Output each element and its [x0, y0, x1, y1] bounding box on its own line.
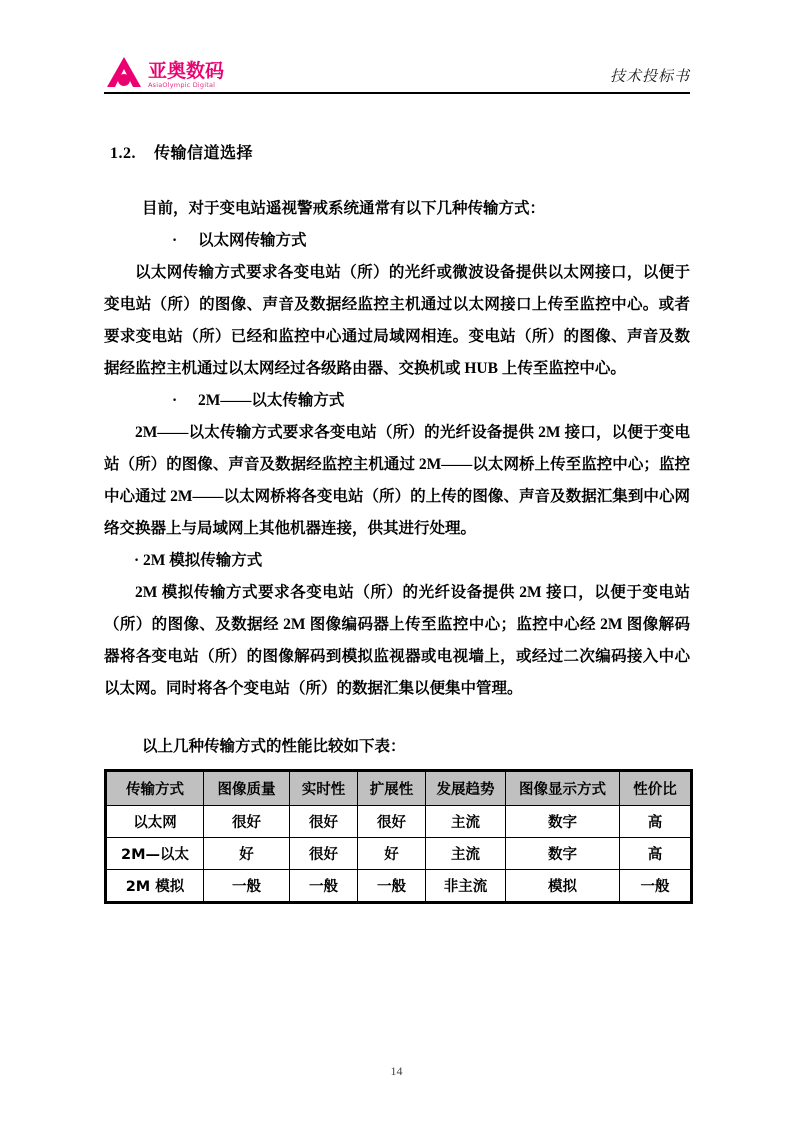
- section-heading: [110, 140, 690, 163]
- bullet-dot-icon: ·: [172, 392, 178, 409]
- table-header-cell: 图像显示方式: [506, 771, 620, 806]
- page-header: [104, 40, 690, 94]
- table-row: [106, 870, 692, 903]
- document-body: [104, 140, 690, 904]
- bullet-dot-icon: ·: [172, 232, 178, 249]
- section-number: 1.2.: [110, 145, 136, 162]
- table-header-cell: 传输方式: [106, 771, 204, 806]
- comparison-table: [104, 769, 693, 904]
- bullet-label-2m-ethernet: 2M——以太传输方式: [198, 392, 345, 409]
- paragraph-ethernet: 以太网传输方式要求各变电站（所）的光纤或微波设备提供以太网接口，以便于变电站（所）的图像、声音及数据经监控主机通过以太网接口上传至监控中心。或者要求变电站（所）已经和监控中心通过局域网相连。变电站（所）的图像、声音及数据经监控主机通过以太网经过各级路由器、交换机或 HUB 上传至监控中心。: [104, 264, 690, 377]
- logo-text: [148, 61, 224, 90]
- table-cell: 一般: [620, 870, 692, 903]
- table-cell: 2M—以太: [106, 838, 204, 870]
- table-header-cell: 图像质量: [204, 771, 290, 806]
- table-cell: 主流: [426, 806, 506, 838]
- table-cell: 主流: [426, 838, 506, 870]
- bullet-dot-icon: ·: [134, 552, 140, 569]
- table-cell: 好: [204, 838, 290, 870]
- table-header-cell: 扩展性: [358, 771, 426, 806]
- table-cell: 数字: [506, 806, 620, 838]
- table-header-cell: 性价比: [620, 771, 692, 806]
- table-header-row: [106, 771, 692, 806]
- content-spacer: [104, 705, 690, 731]
- table-cell: 非主流: [426, 870, 506, 903]
- table-intro-text: 以上几种传输方式的性能比较如下表：: [142, 738, 406, 755]
- page-number: 14: [390, 1064, 403, 1078]
- paragraph-2m-ethernet: 2M——以太传输方式要求各变电站（所）的光纤设备提供 2M 接口，以便于变电站（所）的图像、声音及数据经监控主机通过 2M——以太网桥上传至监控中心；监控中心通过 2M——以太网桥将各变电站（所）的上传的图像、声音及数据汇集到中心网络交换器上与局域网上其他机器连接，供其进行处理。: [104, 424, 690, 537]
- section-title-text: 传输信道选择: [154, 143, 254, 162]
- table-cell: 一般: [204, 870, 290, 903]
- logo-triangle-icon: [104, 56, 144, 90]
- table-cell: 高: [620, 838, 692, 870]
- table-header-cell: 实时性: [290, 771, 358, 806]
- company-logo: [104, 56, 224, 92]
- table-cell: 很好: [290, 838, 358, 870]
- bullet-item-ethernet: [104, 225, 690, 257]
- bullet-item-2m-ethernet: [104, 385, 690, 417]
- table-cell: 一般: [358, 870, 426, 903]
- intro-paragraph: 目前，对于变电站遥视警戒系统通常有以下几种传输方式：: [142, 200, 546, 217]
- table-row: [106, 806, 692, 838]
- table-cell: 一般: [290, 870, 358, 903]
- table-cell: 以太网: [106, 806, 204, 838]
- table-row: [106, 838, 692, 870]
- table-cell: 很好: [290, 806, 358, 838]
- page-footer: [0, 1064, 793, 1079]
- table-cell: 好: [358, 838, 426, 870]
- table-cell: 很好: [358, 806, 426, 838]
- bullet-label-2m-analog: 2M 模拟传输方式: [143, 552, 263, 569]
- logo-chinese-name: 亚奥数码: [148, 60, 225, 82]
- table-cell: 高: [620, 806, 692, 838]
- logo-english-name: AsiaOlympic Digital: [148, 81, 216, 89]
- paragraph-2m-analog: 2M 模拟传输方式要求各变电站（所）的光纤设备提供 2M 接口，以便于变电站（所）的图像、及数据经 2M 图像编码器上传至监控中心；监控中心经 2M 图像解码器将各变电站（所）的图像解码到模拟监视器或电视墙上，或经过二次编码接入中心以太网。同时将各个变电站（所）的数据汇集以便集中管理。: [104, 584, 690, 697]
- table-cell: 模拟: [506, 870, 620, 903]
- document-title-header: 技术投标书: [609, 69, 690, 85]
- bullet-item-2m-analog: [104, 545, 690, 577]
- table-header-cell: 发展趋势: [426, 771, 506, 806]
- table-cell: 2M 模拟: [106, 870, 204, 903]
- table-cell: 数字: [506, 838, 620, 870]
- bullet-label-ethernet: 以太网传输方式: [198, 232, 307, 249]
- table-cell: 很好: [204, 806, 290, 838]
